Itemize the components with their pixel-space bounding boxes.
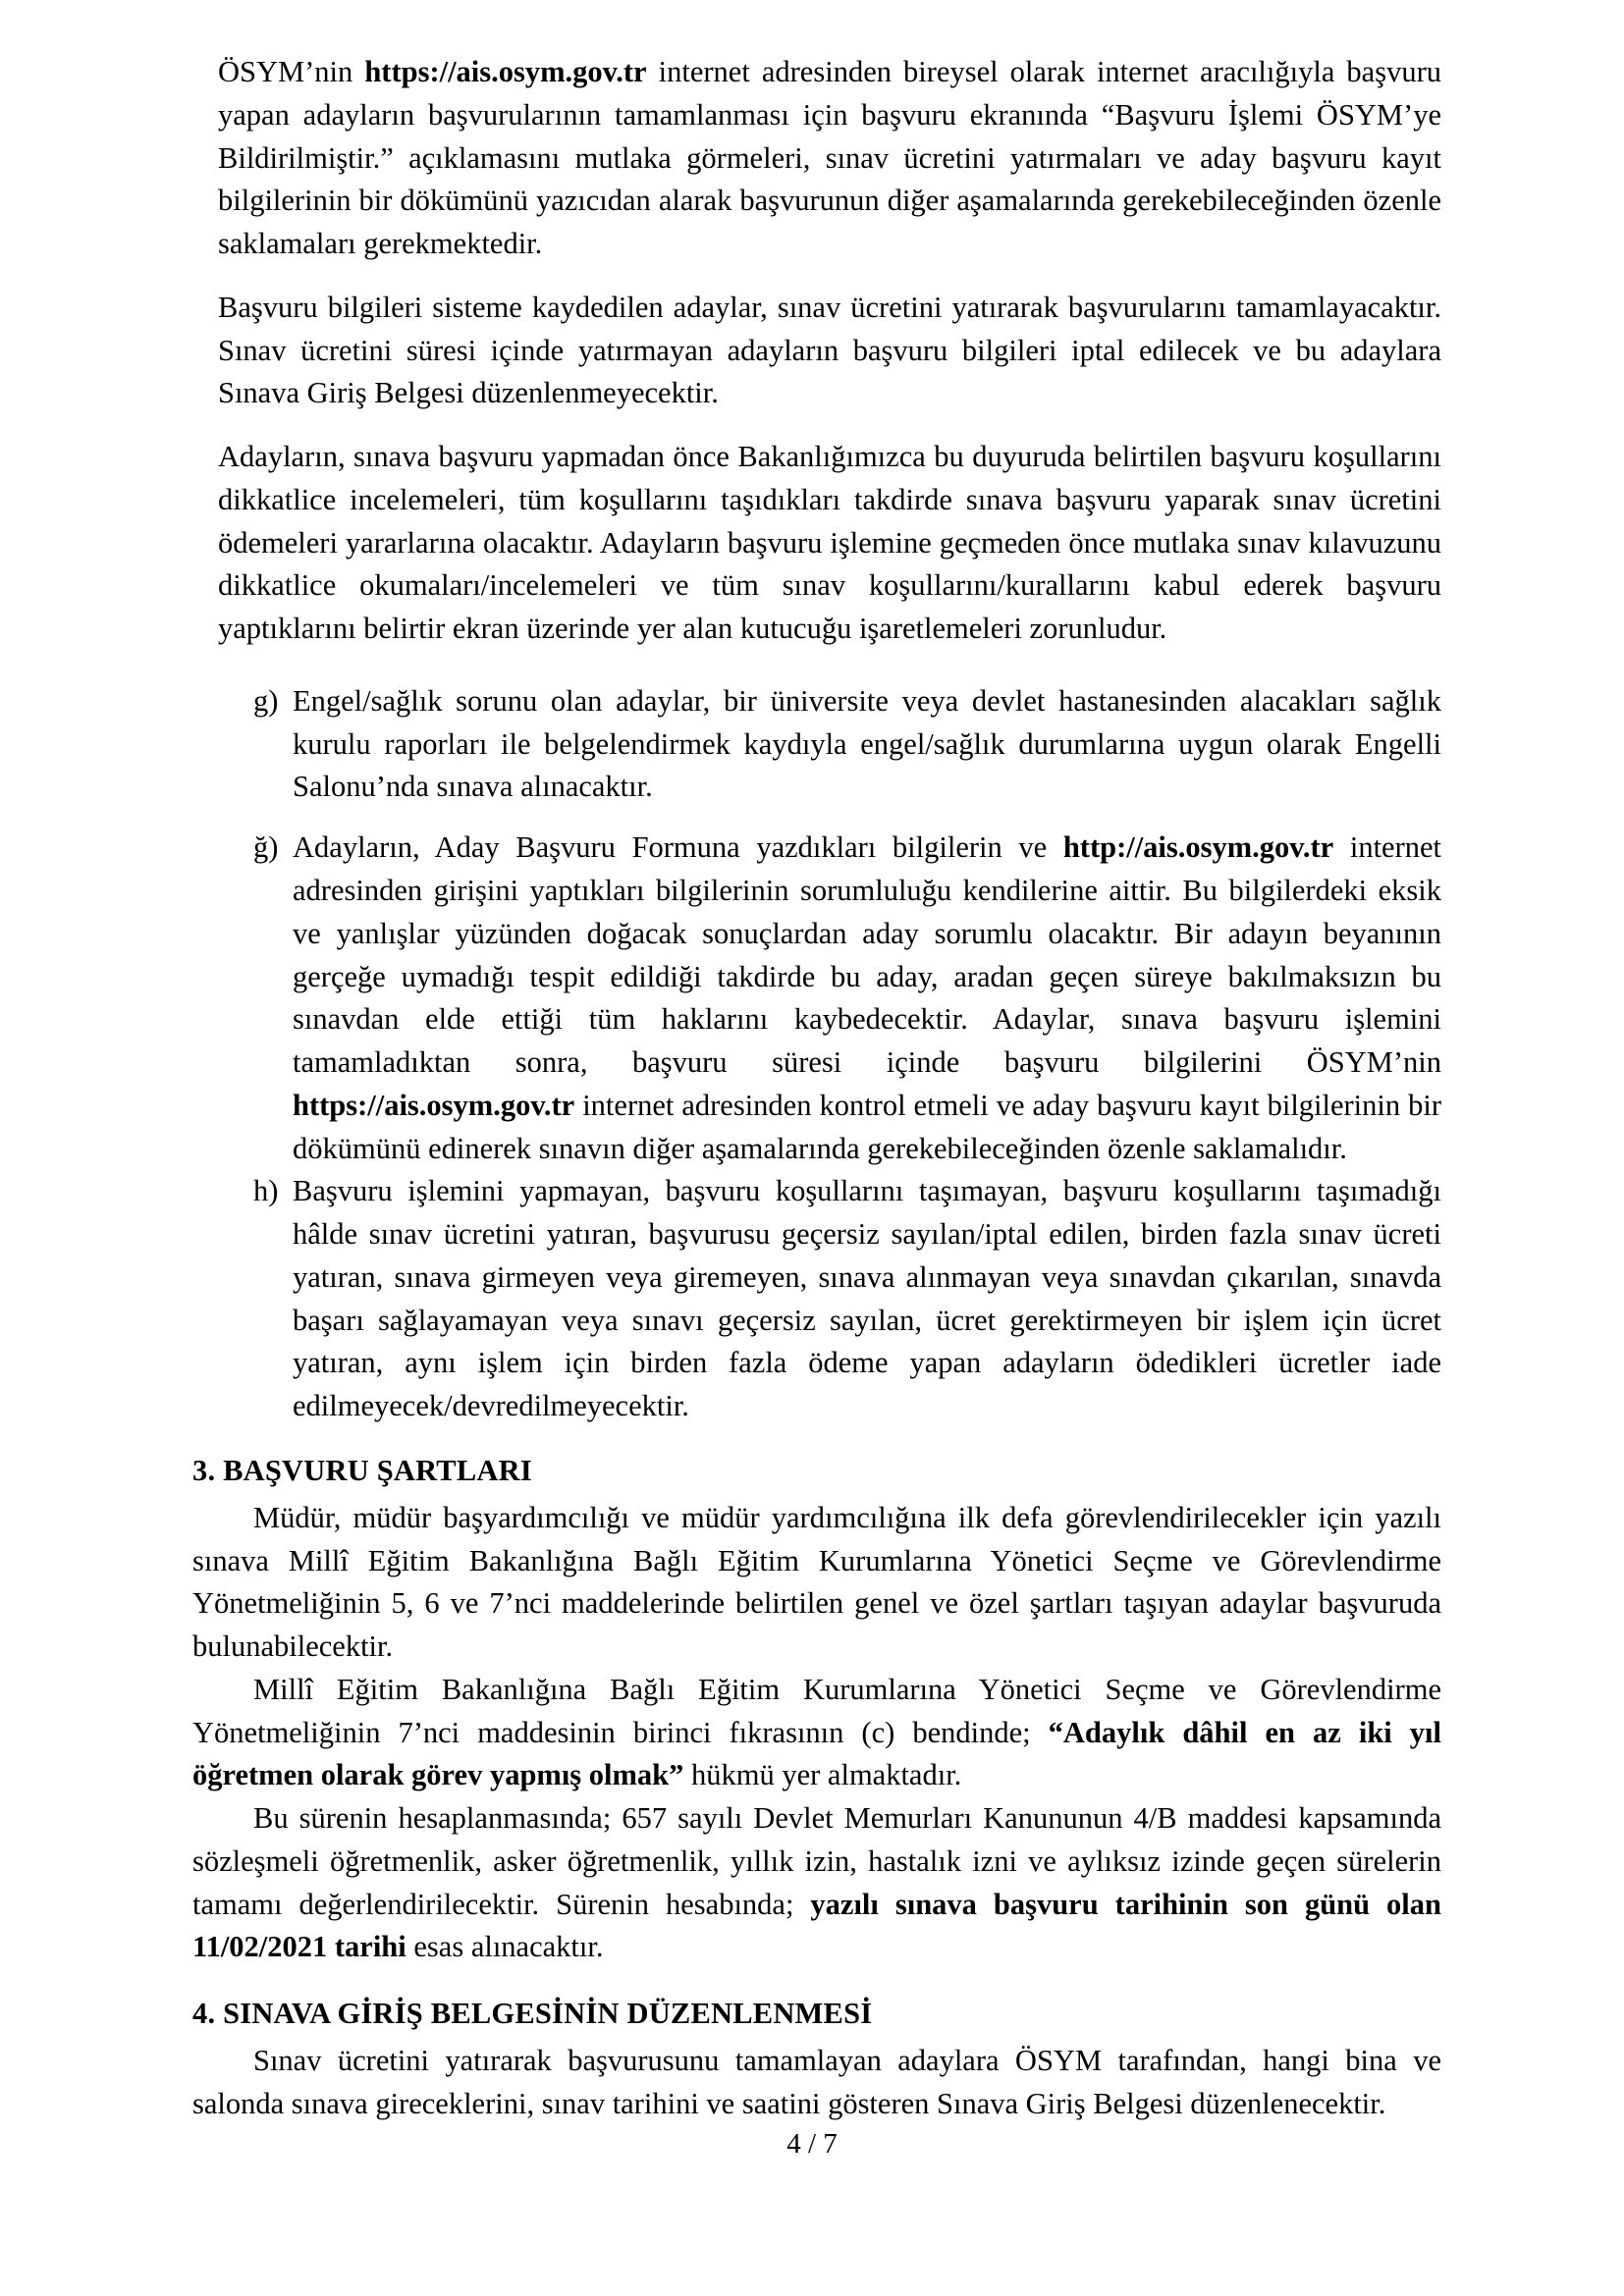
list-item-text-h: Başvuru işlemini yapmayan, başvuru koşullarını taşımayan, başvuru koşullarını taşımadığı hâlde sınav ücretini yatıran, başvurusu geçersiz sayılan/iptal edilen, birden fazla sınav ücreti yatıran, sınava girmeyen veya giremeyen, sınava alınmayan veya sınavdan çıkarılan, sınavda başarı sağlayamayan veya sınavı geçersiz sayılan, ücret gerektirmeyen bir işlem için ücret yatıran, aynı işlem için birden fazla ödeme yapan adayların ödedikleri ücretler iade edilmeyecek/devredilmeyecektir.: [293, 1174, 1441, 1423]
list-marker-h: h): [253, 1174, 279, 1208]
paragraph-text-part-1: Millî Eğitim Bakanlığına Bağlı Eğitim Kurumlarına Yönetici Seçme ve Görevlendirme Yönetmeliğinin 7’nci maddesinin birinci fıkrasının (c) bendinde;: [192, 1672, 1441, 1749]
list-marker-g: g): [253, 683, 279, 718]
paragraph-section3-1: Müdür, müdür başyardımcılığı ve müdür yardımcılığına ilk defa görevlendirilecekler için yazılı sınava Millî Eğitim Bakanlığına Bağlı Eğitim Kurumlarına Yönetici Seçme ve Görevlendirme Yönetmeliğinin 5, 6 ve 7’nci maddelerinde belirtilen genel ve özel şartları taşıyan adaylar başvuruda bulunabilecektir.: [192, 1500, 1441, 1664]
paragraph-adaylarin-kosullar: Adayların, sınava başvuru yapmadan önce Bakanlığımızca bu duyuruda belirtilen başvuru koşullarını dikkatlice incelemeleri, tüm koşullarını taşıdıkları takdirde sınava başvuru yaparak sınav ücretini ödemeleri yararlarına olacaktır. Adayların başvuru işlemine geçmeden önce mutlaka sınav kılavuzunu dikkatlice okumaları/incelemeleri ve tüm sınav koşullarını/kurallarını kabul ederek başvuru yaptıklarını belirtir ekran üzerinde yer alan kutucuğu işaretlemeleri zorunludur.: [218, 440, 1441, 646]
list-item-text-g: Engel/sağlık sorunu olan adaylar, bir üniversite veya devlet hastanesinden alacakları sağlık kurulu raporları ile belgelendirmek kaydıyla engel/sağlık durumlarına uygun olarak Engelli Salonu’nda sınava alınacaktır.: [293, 683, 1441, 804]
ais-osym-url-bold: http://ais.osym.gov.tr: [1062, 830, 1334, 865]
list-item: [253, 680, 1441, 809]
spacer: [192, 809, 1441, 827]
paragraph-section3-2: [192, 1669, 1441, 1797]
paragraph-section3-3: [192, 1797, 1441, 1969]
section-heading-sinava-giris-belgesi: 4. SINAVA GİRİŞ BELGESİNİN DÜZENLENMESİ: [192, 1997, 873, 2031]
paragraph-basvuru-bilgileri: Başvuru bilgileri sisteme kaydedilen adaylar, sınav ücretini yatırarak başvurularını tamamlayacaktır. Sınav ücretini süresi içinde yatırmayan adayların başvuru bilgileri iptal edilecek ve bu adaylara Sınava Giriş Belgesi düzenlenmeyecektir.: [218, 290, 1441, 410]
paragraph-section4-1: Sınav ücretini yatırarak başvurusunu tamamlayan adaylara ÖSYM tarafından, hangi bina ve salonda sınava gireceklerini, sınav tarihini ve saatini gösteren Sınava Giriş Belgesi düzenlenecektir.: [192, 2043, 1441, 2120]
list-item-text-part-3: internet adresinden kontrol etmeli ve aday başvuru kayıt bilgilerinin bir dökümünü edinerek sınavın diğer aşamalarında gerekebileceğinden özenle saklamalıdır.: [293, 1088, 1441, 1165]
paragraph-lead-text: ÖSYM’nin: [218, 55, 365, 88]
paragraph-osym-internet: [218, 51, 1441, 266]
spacer: [192, 671, 1441, 680]
ais-osym-url-bold: https://ais.osym.gov.tr: [293, 1088, 575, 1122]
quoted-regulation-bold: “Adaylık dâhil en az iki yıl öğretmen olarak görev yapmış olmak”: [192, 1715, 1442, 1792]
paragraph-rest-text: internet adresinden bireysel olarak internet aracılığıyla başvuru yapan adayların başvurularının tamamlanması için başvuru ekranında “Başvuru İşlemi ÖSYM’ye Bildirilmiştir.” açıklamasını mutlaka görmeleri, sınav ücretini yatırmaları ve aday başvuru kayıt bilgilerinin bir dökümünü yazıcıdan alarak başvurunun diğer aşamalarında gerekebileceğinden özenle saklamaları gerekmektedir.: [218, 55, 1441, 261]
section-heading-basvuru-sartlari: 3. BAŞVURU ŞARTLARI: [192, 1453, 532, 1487]
list-marker-g-breve: ğ): [253, 830, 279, 865]
section-heading-wrapper: [192, 1450, 1441, 1493]
page-footer: 4 / 7: [786, 2128, 838, 2160]
list-item-text-part-1: Adayların, Aday Başvuru Formuna yazdıkları bilgilerin ve: [293, 830, 1063, 865]
document-body: [192, 51, 1441, 2125]
paragraph-text-part-1: Bu sürenin hesaplanmasında; 657 sayılı Devlet Memurları Kanununun 4/B maddesi kapsamında sözleşmeli öğretmenlik, asker öğretmenlik, yıllık izin, hastalık izni ve aylıksız izinde geçen sürelerin tamamı değerlendirilecektir. Sürenin hesabında;: [192, 1801, 1441, 1921]
list-item-text-part-2: internet adresinden girişini yaptıkları bilgilerinin sorumluluğu kendilerine aittir. Bu bilgilerdeki eksik ve yanlışlar yüzünden doğacak sonuçlardan aday sorumlu olacaktır. Bir adayın beyanının gerçeğe uymadığı tespit edildiği takdirde bu aday, aradan geçen süreye bakılmaksızın bu sınavdan elde ettiği tüm haklarını kaybedecektir. Adaylar, sınava başvuru işlemini tamamladıktan sonra, başvuru süresi içinde başvuru bilgilerini ÖSYM’nin: [293, 830, 1442, 1080]
list-item: [253, 1170, 1441, 1428]
paragraph-text-part-2: esas alınacaktır.: [406, 1930, 604, 1964]
ais-osym-url-bold: https://ais.osym.gov.tr: [364, 55, 647, 88]
section-heading-wrapper: [192, 1993, 1441, 2036]
list-item: [253, 827, 1441, 1170]
paragraph-text-part-2: hükmü yer almaktadır.: [683, 1758, 962, 1792]
deadline-date-bold: yazılı sınava başvuru tarihinin son günü olan 11/02/2021 tarihi: [192, 1887, 1441, 1964]
